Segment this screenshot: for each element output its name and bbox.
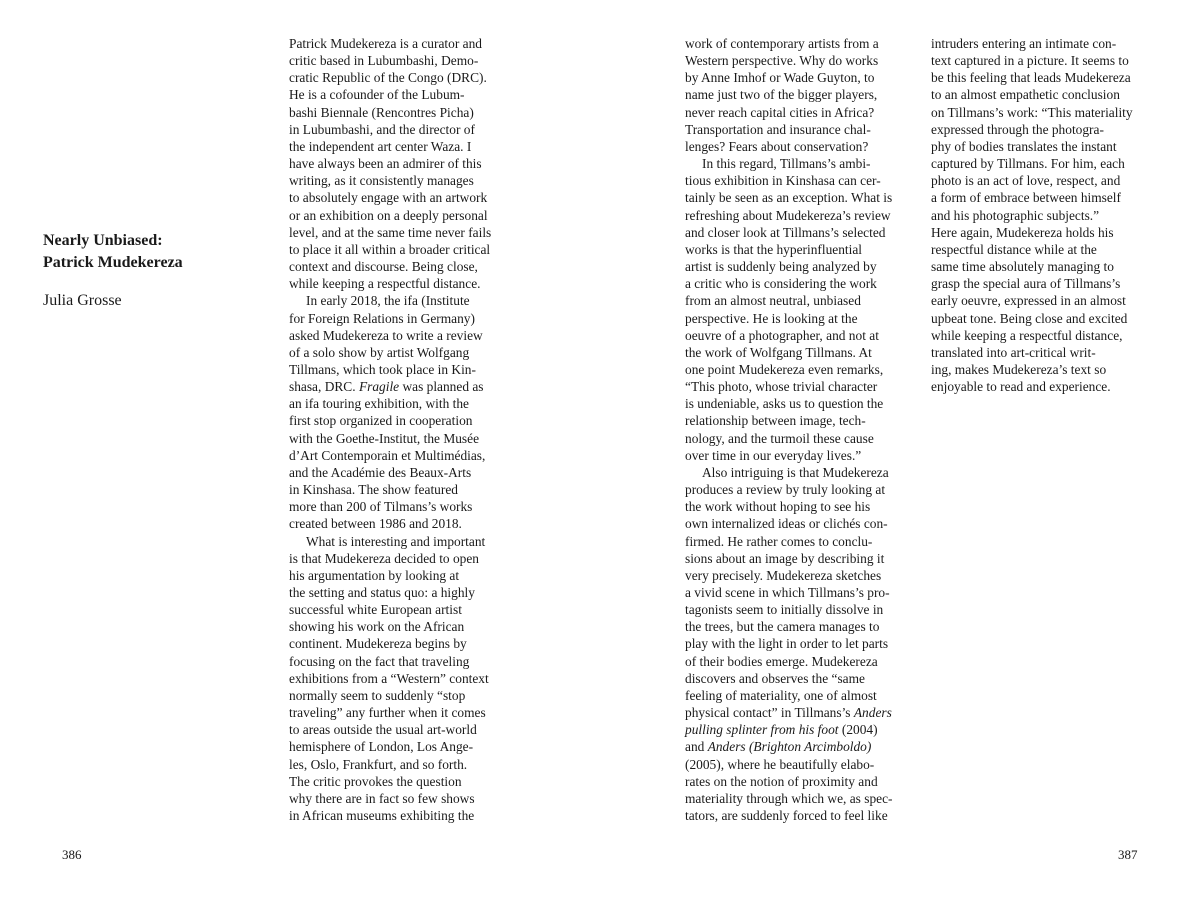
text-line: bashi Biennale (Rencontres Picha) bbox=[289, 104, 474, 120]
text-line: artist is suddenly being analyzed by bbox=[685, 259, 877, 275]
text-line: is undeniable, asks us to question the bbox=[685, 396, 884, 412]
article-heading bbox=[43, 230, 253, 312]
text-line: oeuvre of a photographer, and not at bbox=[685, 327, 879, 343]
text-line: from an almost neutral, unbiased bbox=[685, 293, 861, 309]
text-segment: was planned as bbox=[399, 379, 484, 395]
text-line: critic based in Lubumbashi, Demo- bbox=[289, 53, 479, 69]
text-line: showing his work on the African bbox=[289, 619, 465, 635]
text-line: why there are in fact so few shows bbox=[289, 790, 475, 806]
text-line: tious exhibition in Kinshasa can cer- bbox=[685, 173, 881, 189]
text-line: level, and at the same time never fails bbox=[289, 224, 492, 240]
text-line: in African museums exhibiting the bbox=[289, 808, 475, 824]
text-line bbox=[289, 378, 521, 395]
text-line: tainly be seen as an exception. What is bbox=[685, 190, 893, 206]
text-line: perspective. He is looking at the bbox=[685, 310, 858, 326]
text-line: play with the light in order to let parts bbox=[685, 636, 889, 652]
text-line: early oeuvre, expressed in an almost bbox=[931, 293, 1126, 309]
italic-title: Anders bbox=[853, 705, 892, 721]
text-line: of a solo show by artist Wolfgang bbox=[289, 344, 470, 360]
text-segment: (2004) bbox=[838, 722, 878, 738]
article-author: Julia Grosse bbox=[43, 292, 122, 309]
text-line: traveling” any further when it comes bbox=[289, 705, 486, 721]
text-line: his argumentation by looking at bbox=[289, 567, 460, 583]
text-line: in Lubumbashi, and the director of bbox=[289, 121, 475, 137]
text-line: to an almost empathetic conclusion bbox=[931, 87, 1120, 103]
text-line: the independent art center Waza. I bbox=[289, 138, 472, 154]
text-line: for Foreign Relations in Germany) bbox=[289, 310, 475, 326]
text-line: a vivid scene in which Tillmans’s pro- bbox=[685, 585, 890, 600]
text-line: captured by Tillmans. For him, each bbox=[931, 156, 1125, 172]
text-line: refreshing about Mudekereza’s review bbox=[685, 207, 891, 223]
text-line: In early 2018, the ifa (Institute bbox=[306, 293, 470, 309]
text-line: the work of Wolfgang Tillmans. At bbox=[685, 344, 872, 360]
text-line: the setting and status quo: a highly bbox=[289, 585, 475, 600]
text-line: In this regard, Tillmans’s ambi- bbox=[702, 156, 871, 172]
text-line: rates on the notion of proximity and bbox=[685, 773, 878, 789]
text-line: intruders entering an intimate con- bbox=[931, 36, 1117, 51]
text-line: Also intriguing is that Mudekereza bbox=[702, 464, 889, 480]
text-segment: physical contact” in Tillmans’s bbox=[685, 705, 854, 721]
text-line: never reach capital cities in Africa? bbox=[685, 104, 875, 120]
text-line: first stop organized in cooperation bbox=[289, 413, 473, 429]
text-line: les, Oslo, Frankfurt, and so forth. bbox=[289, 756, 468, 772]
text-line: phy of bodies translates the instant bbox=[931, 138, 1117, 154]
text-line: The critic provokes the question bbox=[289, 773, 462, 789]
text-line: (2005), where he beautifully elabo- bbox=[685, 756, 875, 772]
text-line: or an exhibition on a deeply personal bbox=[289, 207, 488, 223]
text-line: more than 200 of Tilmans’s works bbox=[289, 499, 473, 515]
text-segment: and bbox=[685, 739, 708, 755]
text-line: over time in our everyday lives.” bbox=[685, 447, 862, 463]
text-line: translated into art-critical writ- bbox=[931, 344, 1096, 360]
text-line: one point Mudekereza even remarks, bbox=[685, 361, 884, 377]
text-line bbox=[685, 738, 917, 755]
article-title-line-1: Nearly Unbiased: bbox=[43, 232, 163, 249]
text-line: hemisphere of London, Los Ange- bbox=[289, 739, 474, 755]
text-line: and the Académie des Beaux-Arts bbox=[289, 464, 472, 480]
text-line: expressed through the photogra- bbox=[931, 121, 1104, 137]
text-line: enjoyable to read and experience. bbox=[931, 379, 1111, 395]
text-line: writing, as it consistently manages bbox=[289, 173, 474, 189]
text-line: exhibitions from a “Western” context bbox=[289, 670, 489, 686]
text-line: cratic Republic of the Congo (DRC). bbox=[289, 70, 487, 86]
text-line: by Anne Imhof or Wade Guyton, to bbox=[685, 70, 875, 86]
text-line: the trees, but the camera manages to bbox=[685, 619, 880, 635]
text-column-2 bbox=[685, 35, 917, 824]
italic-title: pulling splinter from his foot bbox=[685, 722, 839, 738]
text-line: and his photographic subjects.” bbox=[931, 207, 1100, 223]
text-line: feeling of materiality, one of almost bbox=[685, 687, 877, 703]
text-line: d’Art Contemporain et Multimédias, bbox=[289, 447, 486, 463]
text-line: lenges? Fears about conservation? bbox=[685, 138, 869, 154]
italic-title: Fragile bbox=[358, 379, 400, 395]
text-line bbox=[685, 704, 917, 721]
text-line: He is a cofounder of the Lubum- bbox=[289, 87, 465, 103]
text-line: created between 1986 and 2018. bbox=[289, 516, 462, 532]
text-line: sions about an image by describing it bbox=[685, 550, 885, 566]
text-line: same time absolutely managing to bbox=[931, 259, 1114, 275]
text-line: text captured in a picture. It seems to bbox=[931, 53, 1129, 69]
text-line: while keeping a respectful distance. bbox=[289, 276, 481, 292]
text-line: discovers and observes the “same bbox=[685, 670, 865, 686]
text-line: produces a review by truly looking at bbox=[685, 482, 886, 498]
text-line: context and discourse. Being close, bbox=[289, 259, 478, 275]
text-line: upbeat tone. Being close and excited bbox=[931, 310, 1128, 326]
text-segment: shasa, DRC. bbox=[289, 379, 359, 395]
text-line: have always been an admirer of this bbox=[289, 156, 482, 172]
text-line: to areas outside the usual art-world bbox=[289, 722, 477, 738]
italic-title: Anders (Brighton Arcimboldo) bbox=[707, 739, 872, 755]
text-line: a form of embrace between himself bbox=[931, 190, 1121, 206]
text-line: What is interesting and important bbox=[306, 533, 486, 549]
text-line: and closer look at Tillmans’s selected bbox=[685, 224, 886, 240]
text-line: tators, are suddenly forced to feel like bbox=[685, 808, 888, 824]
text-line: on Tillmans’s work: “This materiality bbox=[931, 104, 1133, 120]
text-line: an ifa touring exhibition, with the bbox=[289, 396, 469, 412]
text-line: nology, and the turmoil these cause bbox=[685, 430, 874, 446]
text-line: Transportation and insurance chal- bbox=[685, 121, 871, 137]
text-line: firmed. He rather comes to conclu- bbox=[685, 533, 873, 549]
text-line: normally seem to suddenly “stop bbox=[289, 687, 466, 703]
text-line: “This photo, whose trivial character bbox=[685, 379, 878, 395]
text-line: own internalized ideas or clichés con- bbox=[685, 516, 888, 532]
text-line: to place it all within a broader critical bbox=[289, 241, 491, 257]
text-line: in Kinshasa. The show featured bbox=[289, 482, 458, 498]
text-line: while keeping a respectful distance, bbox=[931, 327, 1123, 343]
text-line: a critic who is considering the work bbox=[685, 276, 877, 292]
text-line: works is that the hyperinfluential bbox=[685, 241, 863, 257]
article-title-line-2: Patrick Mudekereza bbox=[43, 254, 183, 271]
text-line: ing, makes Mudekereza’s text so bbox=[931, 361, 1107, 377]
text-line: respectful distance while at the bbox=[931, 241, 1097, 257]
text-line: asked Mudekereza to write a review bbox=[289, 327, 483, 343]
text-line: materiality through which we, as spec- bbox=[685, 790, 893, 806]
text-line: successful white European artist bbox=[289, 602, 462, 618]
text-line: Western perspective. Why do works bbox=[685, 53, 879, 69]
text-line: Tillmans, which took place in Kin- bbox=[289, 361, 476, 377]
text-line: Here again, Mudekereza holds his bbox=[931, 224, 1114, 240]
text-line: continent. Mudekereza begins by bbox=[289, 636, 467, 652]
text-line: name just two of the bigger players, bbox=[685, 87, 878, 103]
text-line: Patrick Mudekereza is a curator and bbox=[289, 36, 482, 51]
text-line: relationship between image, tech- bbox=[685, 413, 866, 429]
text-line: be this feeling that leads Mudekereza bbox=[931, 70, 1131, 86]
text-line: photo is an act of love, respect, and bbox=[931, 173, 1121, 189]
text-line: is that Mudekereza decided to open bbox=[289, 550, 479, 566]
text-line: focusing on the fact that traveling bbox=[289, 653, 470, 669]
text-line: very precisely. Mudekereza sketches bbox=[685, 567, 882, 583]
text-line bbox=[685, 721, 917, 738]
text-line: tagonists seem to initially dissolve in bbox=[685, 602, 884, 618]
text-column-3 bbox=[931, 35, 1163, 395]
page-number-left: 386 bbox=[62, 847, 82, 862]
text-column-1 bbox=[289, 35, 521, 824]
text-line: work of contemporary artists from a bbox=[685, 36, 879, 51]
text-line: with the Goethe-Institut, the Musée bbox=[289, 430, 480, 446]
text-line: to absolutely engage with an artwork bbox=[289, 190, 488, 206]
text-line: the work without hoping to see his bbox=[685, 499, 871, 515]
page-number-right: 387 bbox=[1118, 847, 1138, 862]
text-line: grasp the special aura of Tillmans’s bbox=[931, 276, 1121, 292]
text-line: of their bodies emerge. Mudekereza bbox=[685, 653, 878, 669]
